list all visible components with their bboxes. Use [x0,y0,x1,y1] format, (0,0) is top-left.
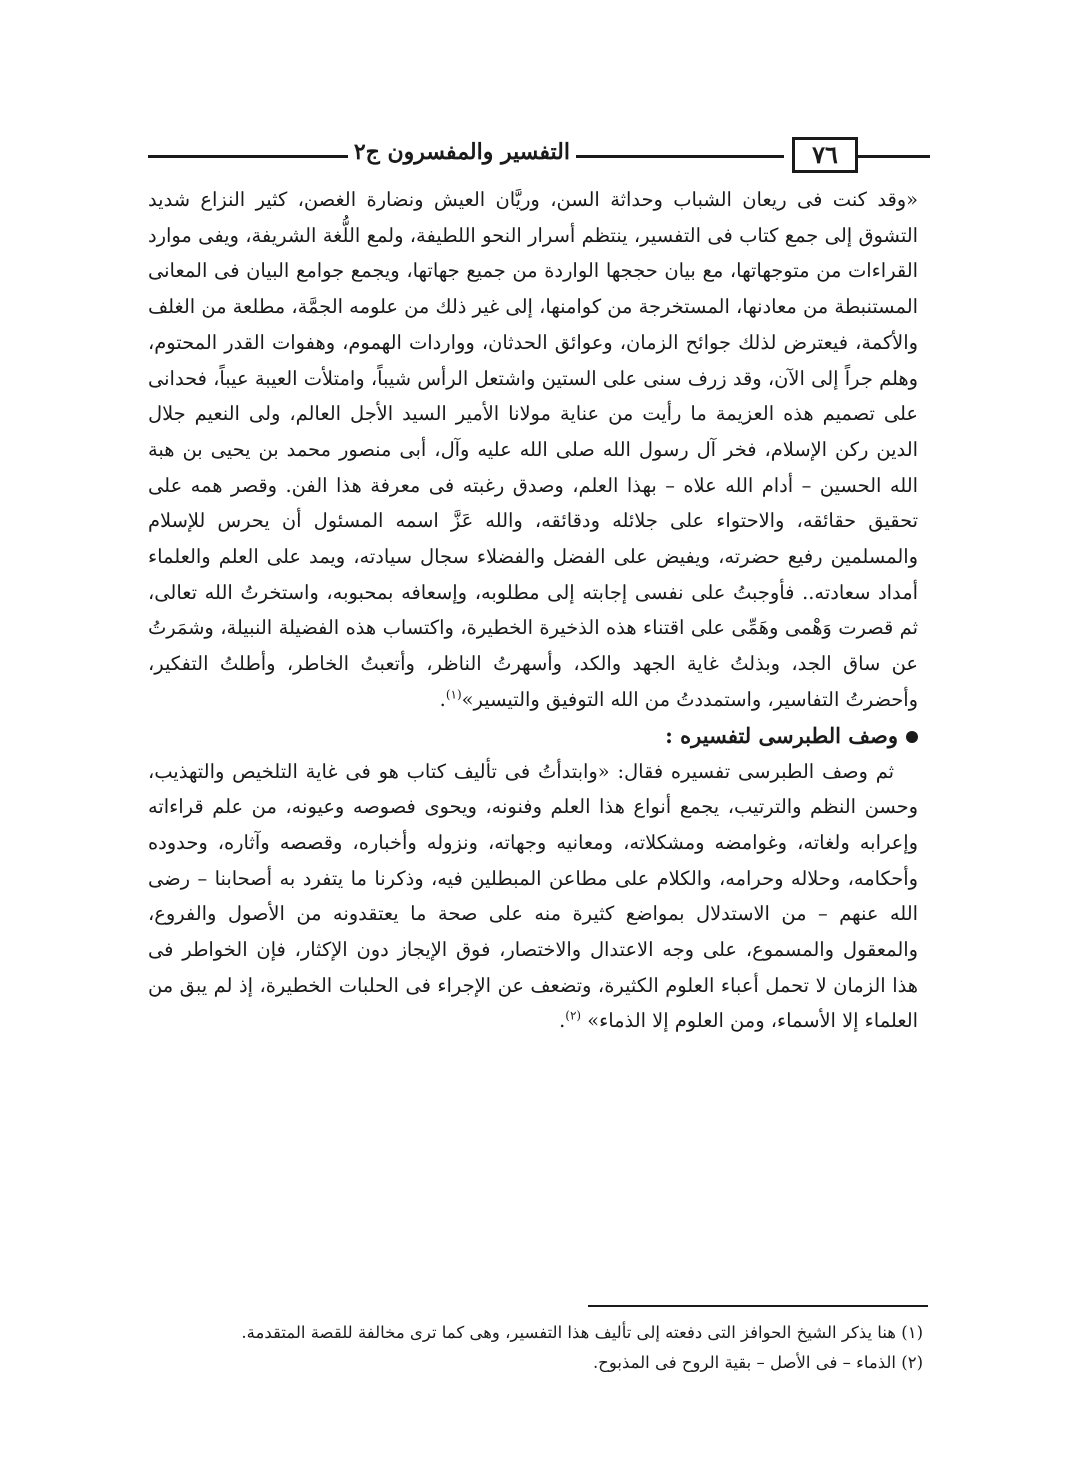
paragraph-text: ثم وصف الطبرسى تفسيره فقال: «وابتدأتُ فى تأليف كتاب هو فى غاية التلخيص والتهذيب، وحسن النظم والترتيب، يجمع أنواع هذا العلم وفنونه، ويحوى فصوصه وعيونه، من علم قراءاته وإعرابه ولغاته، وغوامضه ومشكلاته، ومعانيه وجهاته، ونزوله وأخباره، وقصصه وآثاره، وحدوده وأحكامه، وحلاله وحرامه، والكلام على مطاعن المبطلين فيه، وذكرنا ما يتفرد به أصحابنا – رضى الله عنهم – من الاستدلال بمواضع كثيرة منه على صحة ما يعتقدونه من الأصول والفروع، والمعقول والمسموع، على وجه الاعتدال والاختصار، فوق الإيجاز دون الإكثار، فإن الخواطر فى هذا الزمان لا تحمل أعباء العلوم الكثيرة، وتضعف عن الإجراء فى الحلبات الخطيرة، إذ لم يبق من العلماء إلا الأسماء، ومن العلوم إلا الذماء» [148,759,918,1033]
section-heading-text: وصف الطبرسى لتفسيره : [665,722,898,748]
footnote-reference-1: (١) [445,687,462,702]
main-text [148,182,918,1039]
footnote-2: (٢) الذماء – فى الأصل – بقية الروح فى المذبوح. [592,1353,923,1372]
paragraph-text: «وقد كنت فى ريعان الشباب وحداثة السن، وريَّان العيش ونضارة الغصن، كثير النزاع شديد التشوق إلى جمع كتاب فى التفسير، ينتظم أسرار النحو اللطيفة، ولمع اللُّغة الشريفة، ويفى موارد القراءات من متوجهاتها، مع بيان حججها الواردة من جميع جهاتها، ويجمع جوامع البيان فى المعانى المستنبطة من معادنها، المستخرجة من كوامنها، إلى غير ذلك من علومه الجمَّة، مطلعة من الغلف والأكمة، فيعترض لذلك جوائح الزمان، وعوائق الحدثان، وواردات الهموم، وهفوات القدر المحتوم، وهلم جراً إلى الآن، وقد زرف سنى على الستين واشتعل الرأس شيباً، وامتلأت العيبة عيباً، فحدانى على تصميم هذه العزيمة ما رأيت من عناية مولانا الأمير السيد الأجل العالم، ولى النعيم جلال الدين ركن الإسلام، فخر آل رسول الله صلى الله عليه وآل، أبى منصور محمد بن يحيى بن هبة الله الحسين – أدام الله علاه – بهذا العلم، وصدق رغبته فى معرفة هذا الفن. وقصر همه على تحقيق حقائقه، والاحتواء على جلائله ودقائقه، والله عَزَّ اسمه المسئول أن يحرس للإسلام والمسلمين رفيع حضرته، ويفيض على الفضل والفضلاء سجال سيادته، ويمد على العلم والعلماء أمداد سعادته.. فأوجبتُ على نفسى إجابته إلى مطلوبه، وإسعافه بمحبوبه، واستخرتُ الله تعالى، ثم قصرت وَهْمى وهَمِّى على اقتناء هذه الذخيرة الخطيرة، واكتساب هذه الفضيلة النبيلة، وشمَرتُ عن ساق الجد، وبذلتُ غاية الجهد والكد، وأسهرتُ الناظر، وأتعبتُ الخاطر، وأطلتُ التفكير، وأحضرتُ التفاسير، واستمددتُ من الله التوفيق والتيسير» [148,188,918,711]
footnotes [148,1318,923,1378]
quoted-paragraph: «وقد كنت فى ريعان الشباب وحداثة السن، وريَّان العيش ونضارة الغصن، كثير النزاع شديد التشوق إلى جمع كتاب فى التفسير، ينتظم أسرار النحو اللطيفة، ولمع اللُّغة الشريفة، ويفى موارد القراءات من متوجهاتها، مع بيان حججها الواردة من جميع جهاتها، ويجمع جوامع البيان فى المعانى المستنبطة من معادنها، المستخرجة من كوامنها، إلى غير ذلك من علومه الجمَّة، مطلعة من الغلف والأكمة، فيعترض لذلك جوائح الزمان، وعوائق الحدثان، وواردات الهموم، وهفوات القدر المحتوم، وهلم جراً إلى الآن، وقد زرف سنى على الستين واشتعل الرأس شيباً، وامتلأت العيبة عيباً، فحدانى على تصميم هذه العزيمة ما رأيت من عناية مولانا الأمير السيد الأجل العالم، ولى النعيم جلال الدين ركن الإسلام، فخر آل رسول الله صلى الله عليه وآل، أبى منصور محمد بن يحيى بن هبة الله الحسين – أدام الله علاه – بهذا العلم، وصدق رغبته فى معرفة هذا الفن. وقصر همه على تحقيق حقائقه، والاحتواء على جلائله ودقائقه، والله عَزَّ اسمه المسئول أن يحرس للإسلام والمسلمين رفيع حضرته، ويفيض على الفضل والفضلاء سجال سيادته، ويمد على العلم والعلماء أمداد سعادته.. فأوجبتُ على نفسى إجابته إلى مطلوبه، وإسعافه بمحبوبه، واستخرتُ الله تعالى، ثم قصرت وَهْمى وهَمِّى على اقتناء هذه الذخيرة الخطيرة، واكتساب هذه الفضيلة النبيلة، وشمَرتُ عن ساق الجد، وبذلتُ غاية الجهد والكد، وأسهرتُ الناظر، وأتعبتُ الخاطر، وأطلتُ التفكير، وأحضرتُ التفاسير، واستمددتُ من الله التوفيق والتيسير»$^{(١)}$. [148,188,918,711]
header-rule-right [858,155,930,158]
description-paragraph: ثم وصف الطبرسى تفسيره فقال: «وابتدأتُ فى تأليف كتاب هو فى غاية التلخيص والتهذيب، وحسن النظم والترتيب، يجمع أنواع هذا العلم وفنونه، ويحوى فصوصه وعيونه، من علم قراءاته وإعرابه ولغاته، وغوامضه ومشكلاته، ومعانيه وجهاته، ونزوله وأخباره، وقصصه وآثاره، وحدوده وأحكامه، وحلاله وحرامه، والكلام على مطاعن المبطلين فيه، وذكرنا ما يتفرد به أصحابنا – رضى الله عنهم – من الاستدلال بمواضع كثيرة منه على صحة ما يعتقدونه من الأصول والفروع، والمعقول والمسموع، على وجه الاعتدال والاختصار، فوق الإيجاز دون الإكثار، فإن الخواطر فى هذا الزمان لا تحمل أعباء العلوم الكثيرة، وتضعف عن الإجراء فى الحلبات الخطيرة، إذ لم يبق من العلماء إلا الأسماء، ومن العلوم إلا الذماء» $^{(٢)}$. [148,759,918,1033]
bullet-icon [906,731,918,743]
footnote-separator [588,1305,928,1307]
header-rule-middle [576,155,784,158]
page-number: ٧٦ [792,137,858,173]
footnote-reference-2: (٢) [565,1009,582,1023]
running-title: التفسير والمفسرون ج٢ [353,139,570,165]
section-heading [148,718,918,754]
footnote-1: (١) هنا يذكر الشيخ الحوافز التى دفعته إلى تأليف هذا التفسير، وهى كما ترى مخالفة للقصة المتقدمة. [241,1323,923,1342]
header-rule-left [148,155,348,158]
page-header [140,135,930,179]
